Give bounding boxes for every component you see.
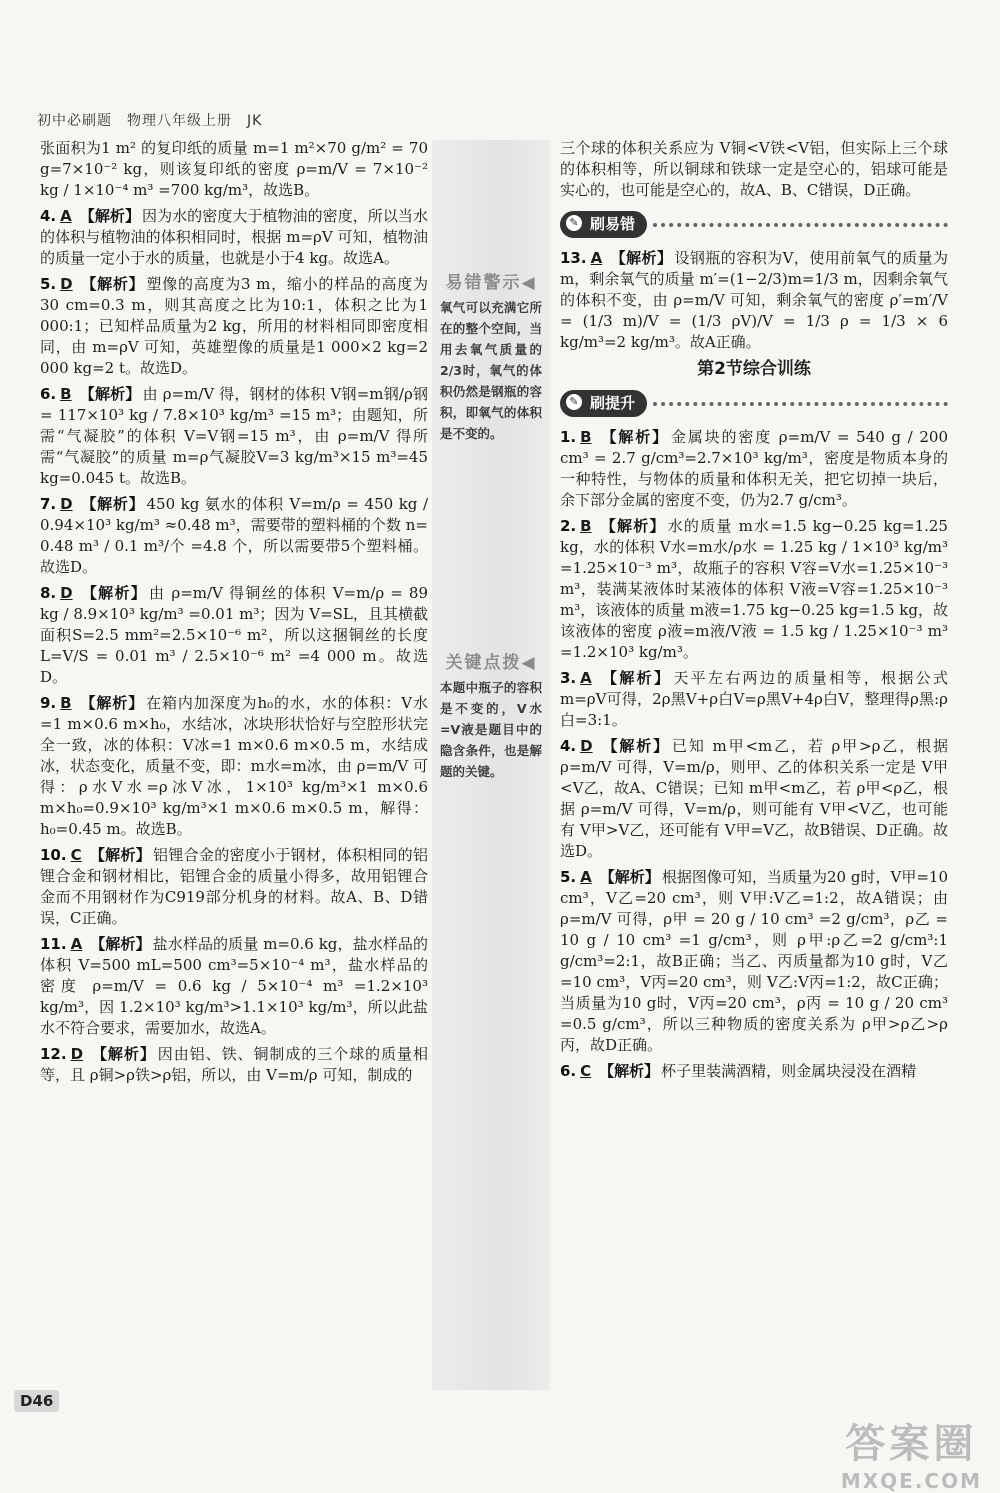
right-intro: 三个球的体积关系应为 V铜<V铁<V铝，但实际上三个球的体积相等，所以铜球和铁球一定是空心的，铝球可能是实心的，也可能是空心的，故A、B、C错误，D正确。	[560, 139, 948, 199]
item-number: 7.	[40, 495, 57, 513]
item-number: 10.	[40, 846, 67, 864]
item-tag: 【解析】	[599, 428, 669, 446]
tip-box-mistake	[432, 268, 550, 444]
watermark-logo	[841, 1412, 982, 1493]
item-text: 设钢瓶的容积为V，使用前氧气的质量为m，剩余氧气的质量 m′=(1−2/3)m=1/3 m，因剩余氧气的体积不变，由 ρ=m/V 可知，剩余氧气的密度 ρ′=m′/V = (1/3 m)/V = (1/3 ρV)/V = 1/3 ρ = 1/3 × 6 kg/m³=2 kg/m³。故A正确。	[560, 249, 948, 351]
item-tag: 【解析】	[599, 1062, 660, 1080]
item-text: 在箱内加深度为h₀的水，水的体积：V水=1 m×0.6 m×h₀，水结冰，冰块形状恰好与空腔形状完全一致，冰的体积：V冰=1 m×0.6 m×0.5 m，水结成冰，状态变化，质量不变，即：m水=m冰，由 ρ=m/V 可得：ρ水V水=ρ冰V冰，1×10³ kg/m³×1 m×0.6 m×h₀=0.9×10³ kg/m³×1 m×0.6 m×0.5 m，解得：h₀=0.45 m。故选B。	[40, 694, 428, 838]
item-number: 1.	[560, 428, 577, 446]
item-number: 2.	[560, 517, 577, 535]
watermark-text: 答案圈	[845, 1421, 978, 1467]
item-tag: 【解析】	[599, 517, 666, 535]
item-tag: 【解析】	[79, 385, 141, 403]
item-number: 3.	[560, 669, 577, 687]
left-items	[40, 206, 428, 1086]
tip-title-mistake: 易错警示◀	[445, 273, 537, 293]
item-answer: A	[70, 935, 83, 953]
item-number: 12.	[40, 1045, 67, 1063]
item-number: 8.	[40, 584, 57, 602]
right-items	[560, 427, 948, 1082]
page-number: D46	[14, 1390, 59, 1412]
pencil-icon: ✎	[566, 394, 582, 410]
item-tag: 【解析】	[79, 207, 141, 225]
tip-body-mistake: 氧气可以充满它所在的整个空间，当用去氧气质量的2/3时，氧气的体积仍然是钢瓶的容积，即氧气的体积是不变的。	[440, 300, 542, 441]
item-answer: A	[580, 669, 592, 687]
dotted-divider	[653, 223, 948, 227]
section-bar-improve	[560, 390, 948, 417]
item-answer: C	[70, 846, 82, 864]
item-tag: 【解析】	[89, 846, 152, 864]
section-title: 第2节综合训练	[697, 359, 811, 379]
item-text: 已知 m甲<m乙，若 ρ甲>ρ乙，根据 ρ=m/V 可得，V=m/ρ，则甲、乙的体积关系一定是 V甲<V乙，故A、C错误；已知 m甲<m乙，若 ρ甲<ρ乙，根据 ρ=m/V 可得，V=m/ρ，则可能有 V甲<V乙，也可能有 V甲>V乙，还可能有 V甲=V乙，故B错误、D正确。故选D。	[560, 737, 948, 860]
item-number: 5.	[40, 275, 57, 293]
tip-title-key: 关键点拨◀	[445, 653, 537, 673]
item-text: 由 ρ=m/V 得，钢材的体积 V钢=m钢/ρ钢 = 117×10³ kg / 7.8×10³ kg/m³ =15 m³；由题知，所需“气凝胶”的体积 V=V钢=15 m³，由 ρ=m/V 得所需“气凝胶”的质量 m=ρ气凝胶V=3 kg/m³×15 m³=45 kg=0.045 t。故选B。	[40, 385, 428, 487]
pencil-icon: ✎	[566, 215, 582, 231]
answer-item	[560, 668, 948, 731]
item-answer: D	[580, 737, 593, 755]
item-tag: 【解析】	[600, 737, 671, 755]
item-answer: D	[60, 495, 73, 513]
item-tag: 【解析】	[610, 249, 673, 267]
left-intro: 张面积为1 m² 的复印纸的质量 m=1 m²×70 g/m² = 70 g=7×10⁻² kg，则该复印纸的密度 ρ=m/V = 7×10⁻² kg / 1×10⁻⁴ m³ =700 kg/m³，故选B。	[40, 139, 428, 199]
item-text: 塑像的高度为3 m，缩小的样品的高度为30 cm=0.3 m，则其高度之比为10:1，体积之比为1 000:1；已知样品质量为2 kg，所用的材料相同即密度相同，由 m=ρV 可知，英雄塑像的质量是1 000×2 kg=2 000 kg=2 t。故选D。	[40, 275, 428, 377]
section-badge-mistakes	[560, 211, 647, 238]
answer-item	[560, 516, 948, 663]
left-column	[40, 138, 428, 1091]
answer-item	[40, 934, 428, 1039]
answer-item	[560, 427, 948, 511]
item-number: 9.	[40, 694, 57, 712]
section-badge-improve	[560, 390, 647, 417]
answer-item	[560, 1061, 948, 1082]
item-answer: A	[590, 249, 603, 267]
item-text: 铝锂合金的密度小于钢材，体积相同的铝锂合金和钢材相比，铝锂合金的质量小得多，故用铝锂合金而不用钢材作为C919部分机身的材料。故A、B、D错误，C正确。	[40, 846, 428, 927]
item-number: 6.	[560, 1062, 577, 1080]
dotted-divider	[653, 402, 948, 406]
item-answer: D	[60, 584, 73, 602]
item-answer: A	[60, 207, 72, 225]
item-text: 因为水的密度大于植物油的密度，所以当水的体积与植物油的体积相同时，根据 m=ρV 可知，植物油的质量一定小于水的质量，也就是小于4 kg。故选A。	[40, 207, 428, 267]
tip-body-key: 本题中瓶子的容积是不变的，V水=V液是题目中的隐含条件，也是解题的关键。	[440, 680, 542, 779]
answer-item-13	[560, 248, 948, 353]
answer-item	[40, 583, 428, 688]
item-text: 由 ρ=m/V 得铜丝的体积 V=m/ρ = 89 kg / 8.9×10³ kg/m³ =0.01 m³；因为 V=SL，且其横截面积S=2.5 mm²=2.5×10⁻⁶ m²，所以这捆铜丝的长度 L=V/S = 0.01 m³ / 2.5×10⁻⁶ m² =4 000 m。故选D。	[40, 584, 428, 686]
tip-box-key	[432, 648, 550, 782]
item-tag: 【解析】	[80, 495, 145, 513]
section-bar-mistakes	[560, 211, 948, 238]
answer-item	[40, 494, 428, 578]
item-answer: B	[60, 385, 72, 403]
item-tag: 【解析】	[80, 275, 145, 293]
item-text: 天平左右两边的质量相等，根据公式 m=ρV可得，2ρ黑V+ρ白V=ρ黑V+4ρ白V，整理得ρ黑:ρ白=3:1。	[560, 669, 948, 729]
page-header: 初中必刷题 物理八年级上册 JK	[37, 113, 263, 129]
section-label-mistakes: 刷易错	[590, 215, 636, 233]
answer-item	[40, 845, 428, 929]
item-tag: 【解析】	[90, 935, 151, 953]
answer-item	[40, 1044, 428, 1086]
item-number: 4.	[560, 737, 577, 755]
answer-item	[40, 384, 428, 489]
answer-item	[40, 693, 428, 840]
item-text: 根据图像可知，当质量为20 g时，V甲=10 cm³，V乙=20 cm³，则 V甲:V乙=1:2，故A错误；由 ρ=m/V 可得，ρ甲 = 20 g / 10 cm³ =2 g/cm³，ρ乙 = 10 g / 10 cm³ =1 g/cm³，则 ρ甲:ρ乙=2 g/cm³:1 g/cm³=2:1，故B正确；当乙、丙质量都为10 g时，V乙=10 cm³，V丙=20 cm³，则 V乙:V丙=1:2，故C正确；当质量为10 g时，V丙=20 cm³，ρ丙 = 10 g / 20 cm³ =0.5 g/cm³，所以三种物质的密度关系为 ρ甲>ρ乙>ρ丙，故D正确。	[560, 868, 948, 1054]
item-answer: B	[580, 428, 592, 446]
item-text: 水的质量 m水=1.5 kg−0.25 kg=1.25 kg，水的体积 V水=m水/ρ水 = 1.25 kg / 1×10³ kg/m³ =1.25×10⁻³ m³，故瓶子的容积 V容=V水=1.25×10⁻³ m³，装满某液体时某液体的体积 V液=V容=1.25×10⁻³ m³，该液体的质量 m液=1.75 kg−0.25 kg=1.5 kg，故该液体的密度 ρ液=m液/V液 = 1.5 kg / 1.25×10⁻³ m³ =1.2×10³ kg/m³。	[560, 517, 948, 661]
answer-item	[560, 867, 948, 1056]
item-answer: B	[580, 517, 592, 535]
item-tag: 【解析】	[80, 584, 148, 602]
item-tag: 【解析】	[599, 669, 672, 687]
item-tag: 【解析】	[599, 868, 660, 886]
answer-item	[560, 736, 948, 862]
item-answer: B	[60, 694, 72, 712]
item-text: 金属块的密度 ρ=m/V = 540 g / 200 cm³ = 2.7 g/cm³=2.7×10³ kg/m³，密度是物质本身的一种特性，与物体的质量和体积无关，把它切掉一块后，余下部分金属的密度不变，仍为2.7 g/cm³。	[560, 428, 948, 509]
answer-item	[40, 206, 428, 269]
item-text: 因由铝、铁、铜制成的三个球的质量相等，且 ρ铜>ρ铁>ρ铝，所以，由 V=m/ρ 可知，制成的	[40, 1045, 428, 1084]
item-text: 盐水样品的质量 m=0.6 kg，盐水样品的体积 V=500 mL=500 cm³=5×10⁻⁴ m³，盐水样品的密度 ρ=m/V = 0.6 kg / 5×10⁻⁴ m³ =1.2×10³ kg/m³，因 1.2×10³ kg/m³>1.1×10³ kg/m³，所以此盐水不符合要求，需要加水，故选A。	[40, 935, 428, 1037]
item-answer: A	[580, 868, 592, 886]
item-text: 450 kg 氨水的体积 V=m/ρ = 450 kg / 0.94×10³ kg/m³ ≈0.48 m³，需要带的塑料桶的个数 n= 0.48 m³ / 0.1 m³/个 =4.8 个，所以需要带5个塑料桶。故选D。	[40, 495, 428, 576]
item-answer: D	[70, 1045, 84, 1063]
item-answer: D	[60, 275, 73, 293]
item-text: 杯子里装满酒精，则金属块浸没在酒精	[661, 1062, 917, 1080]
item-tag: 【解析】	[79, 694, 145, 712]
section-label-improve: 刷提升	[590, 394, 636, 412]
right-column	[560, 138, 948, 1087]
answer-item	[40, 274, 428, 379]
item-number: 13.	[560, 249, 587, 267]
item-number: 4.	[40, 207, 57, 225]
item-answer: C	[580, 1062, 592, 1080]
item-tag: 【解析】	[91, 1045, 156, 1063]
item-number: 5.	[560, 868, 577, 886]
item-number: 6.	[40, 385, 57, 403]
watermark-url: MXQE.COM	[840, 1469, 982, 1493]
item-number: 11.	[40, 935, 67, 953]
